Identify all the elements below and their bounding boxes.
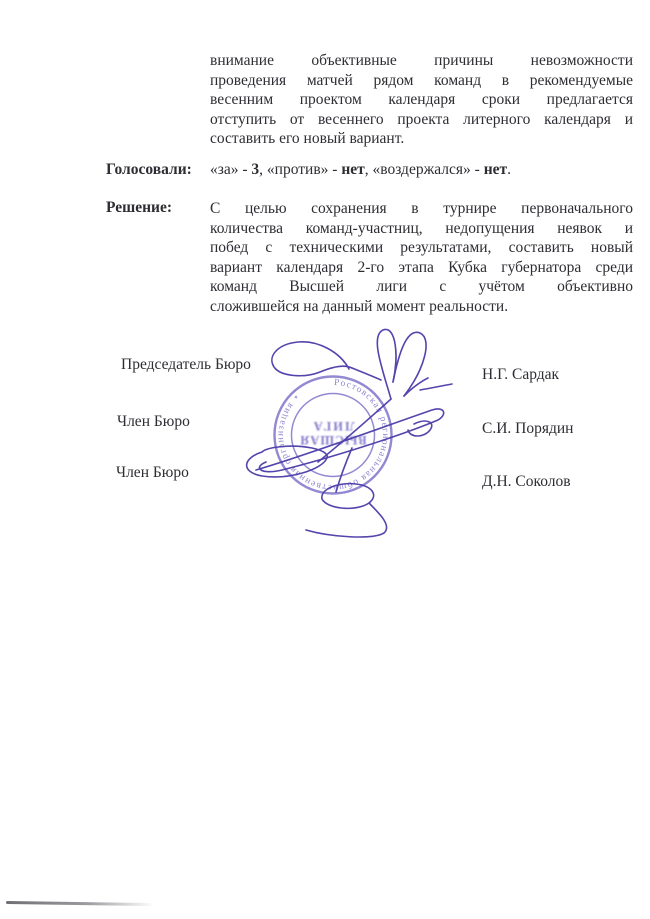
handwritten-signature bbox=[247, 329, 452, 537]
paragraph-line: составить его новый вариант. bbox=[210, 130, 405, 147]
stamp-inner-ring bbox=[292, 394, 375, 477]
paragraph-line: сложившейся на данный момент реальности. bbox=[210, 297, 509, 315]
stamp-outer-ring bbox=[275, 377, 392, 494]
vote-against: нет bbox=[341, 161, 365, 178]
vote-text: , «воздержался» - bbox=[364, 161, 484, 178]
paragraph-line: проведения матчей рядом команд в рекомендуемые bbox=[210, 71, 633, 89]
vote-abstained: нет bbox=[483, 161, 508, 178]
body-paragraph bbox=[210, 51, 633, 149]
paragraph-line: отступить от весеннего проекта литерного календаря и bbox=[210, 110, 633, 128]
paragraph-line: количества команд-участниц, недопущения неявок и bbox=[210, 219, 633, 237]
signature-name-sokolov: Д.Н. Соколов bbox=[482, 473, 571, 490]
signature-name-sardak: Н.Г. Сардак bbox=[482, 366, 560, 383]
decision-label: Решение: bbox=[106, 199, 173, 216]
signature-name-poryadin: С.И. Порядин bbox=[482, 420, 574, 437]
signature-role-chairman: Председатель Бюро bbox=[121, 356, 251, 373]
paragraph-line: внимание объективные причины невозможности bbox=[210, 52, 633, 69]
vote-text: , «против» - bbox=[259, 161, 342, 178]
paragraph-line: вариант календаря 2-го этапа Кубка губернатора среди bbox=[210, 258, 633, 276]
signature-role-member-2: Член Бюро bbox=[116, 464, 189, 481]
vote-for-count: 3 bbox=[251, 161, 260, 178]
stamp-ring-text: Ростовская региональная общественная организация ⋆ bbox=[275, 377, 391, 493]
paragraph-line: команд Высшей лиги с учётом объективно bbox=[210, 278, 633, 295]
signature-role-member-1: Член Бюро bbox=[117, 413, 190, 430]
vote-text: «за» - bbox=[210, 161, 252, 178]
round-stamp bbox=[275, 377, 392, 494]
voting-label: Голосовали: bbox=[106, 161, 192, 178]
scan-artifact-line bbox=[6, 901, 154, 906]
paragraph-line: побед с техническими результатами, составить новый bbox=[210, 239, 633, 256]
decision-paragraph bbox=[210, 199, 633, 316]
paragraph-line: С целью сохранения в турнире первоначального bbox=[210, 200, 633, 217]
vote-text: . bbox=[507, 161, 512, 178]
paragraph-line: весенним проектом календаря сроки предлагается bbox=[210, 91, 633, 108]
voting-result bbox=[210, 161, 634, 179]
stamp-and-signature-overlay bbox=[230, 318, 480, 550]
stamp-center-text-line2: ЛИГА bbox=[311, 419, 355, 433]
stamp-center-text-line1: ВЫСШАЯ bbox=[299, 433, 367, 447]
